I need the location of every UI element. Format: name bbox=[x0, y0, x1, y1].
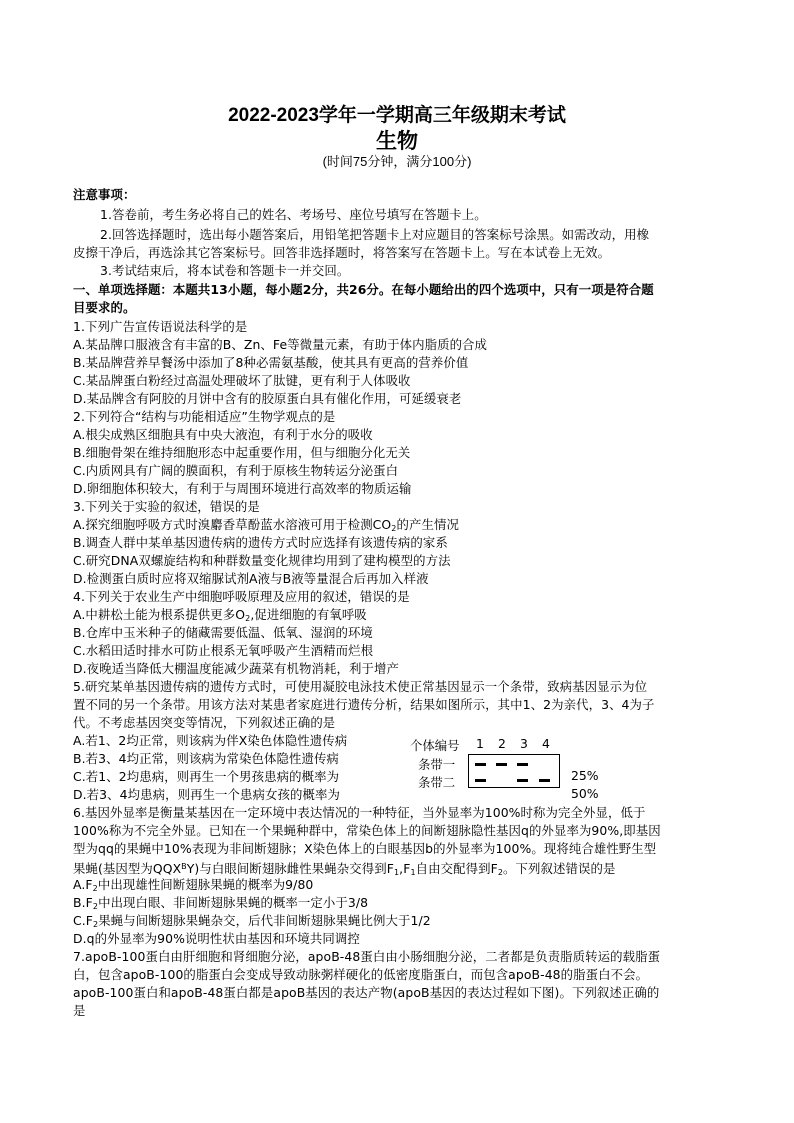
q3-a-text-end: 的产生情况 bbox=[396, 517, 459, 532]
q6-c-pre: C.F bbox=[73, 913, 94, 928]
exam-title: 2022-2023学年一学期高三年级期末考试 bbox=[228, 105, 566, 126]
q6-l4-a: 果蝇(基因型为QQX bbox=[73, 861, 182, 876]
notes-heading: 注意事项： bbox=[73, 187, 136, 202]
q6-line-1: 6.基因外显率是衡量某基因在一定环境中表达情况的一种特征，当外显率为100%时称为完全外显，低于 bbox=[73, 805, 646, 820]
note-2-line-1: 2.回答选择题时，选出每小题答案后，用铅笔把答题卡上对应题目的答案标号涂黑。如需改动，用橡 bbox=[100, 227, 650, 242]
q1-option-c: C.某品牌蛋白粉经过高温处理破坏了肽键，更有利于人体吸收 bbox=[73, 373, 411, 388]
q6-l4-e: 。下列叙述错误的是 bbox=[503, 861, 616, 876]
q5-option-c: C.若1、2均患病，则再生一个男孩患病的概率为 bbox=[73, 769, 340, 784]
individual-number-4: 4 bbox=[542, 736, 550, 751]
q6-l4-sub1: 1 bbox=[393, 868, 400, 877]
q5-option-c-value: 25% bbox=[571, 768, 599, 783]
band-1-lane-1 bbox=[475, 763, 486, 766]
q4-a-text: A.中耕松土能为根系提供更多O bbox=[73, 607, 246, 622]
q4-option-b: B.仓库中玉米种子的储藏需要低温、低氧、湿润的环境 bbox=[73, 625, 373, 640]
q6-b-post: 中出现白眼、非间断翅脉果蝇的概率一定小于3/8 bbox=[98, 895, 369, 910]
individual-number-1: 1 bbox=[476, 736, 484, 751]
subject-title: 生物 bbox=[376, 130, 418, 153]
q1-option-a: A.某品牌口服液含有丰富的B、Zn、Fe等微量元素，有助于体内脂质的合成 bbox=[73, 337, 488, 352]
q3-option-c: C.研究DNA双螺旋结构和种群数量变化规律均用到了建构模型的方法 bbox=[73, 553, 451, 568]
q4-a-text-end: ,促进细胞的有氧呼吸 bbox=[250, 607, 367, 622]
q4-option-d: D.夜晚适当降低大棚温度能减少蔬菜有机物消耗，利于增产 bbox=[73, 661, 399, 676]
q6-a-sub: 2 bbox=[92, 884, 98, 893]
q7-line-3: apoB-100蛋白和apoB-48蛋白都是apoB基因的表达产物(apoB基因的表达过程如下图)。下列叙述正确的 bbox=[73, 985, 660, 1000]
q5-stem-line-1: 5.研究某单基因遗传病的遗传方式时，可使用凝胶电泳技术使正常基因显示一个条带，致病基因显示为位 bbox=[73, 679, 648, 694]
band-1-label: 条带一 bbox=[418, 757, 456, 772]
individual-number-3: 3 bbox=[520, 736, 528, 751]
q5-stem-line-2: 置不同的另一个条带。用该方法对某患者家庭进行遗传分析，结果如图所示，其中1、2为亲代，3、4为子 bbox=[73, 697, 655, 712]
q6-l4-b: Y)与白眼间断翅脉雌性果蝇杂交得到F bbox=[186, 861, 394, 876]
band-1-lane-2 bbox=[496, 763, 507, 766]
band-2-lane-4 bbox=[539, 779, 550, 782]
q6-l4-sub2: 1 bbox=[410, 868, 416, 877]
figure-header-label: 个体编号 bbox=[410, 738, 460, 753]
q3-option-d: D.检测蛋白质时应将双缩脲试剂A液与B液等量混合后再加入样液 bbox=[73, 571, 429, 586]
q2-option-b: B.细胞骨架在维持细胞形态中起重要作用，但与细胞分化无关 bbox=[73, 445, 411, 460]
note-1: 1.答卷前，考生务必将自己的姓名、考场号、座位号填写在答题卡上。 bbox=[100, 207, 487, 222]
q5-stem-line-3: 代。不考虑基因突变等情况，下列叙述正确的是 bbox=[73, 715, 336, 730]
q2-option-d: D.卵细胞体积较大，有利于与周围环境进行高效率的物质运输 bbox=[73, 481, 412, 496]
note-2-line-2: 皮擦干净后，再选涂其它答案标号。回答非选择题时，将答案写在答题卡上。写在本试卷上无效。 bbox=[73, 245, 611, 260]
section-heading-line-2: 目要求的。 bbox=[73, 300, 136, 315]
q2-option-c: C.内质网具有广阔的膜面积，有利于原核生物转运分泌蛋白 bbox=[73, 463, 399, 478]
time-note: (时间75分钟，满分100分) bbox=[322, 154, 472, 169]
q5-option-d: D.若3、4均患病，则再生一个患病女孩的概率为 bbox=[73, 787, 340, 802]
q6-option-d: D.q的外显率为90%说明性状由基因和环境共同调控 bbox=[73, 931, 360, 946]
q3-option-b: B.调查人群中某单基因遗传病的遗传方式时应选择有该遗传病的家系 bbox=[73, 535, 448, 550]
q6-line-3: 型为qq的果蝇中10%表现为非间断翅脉；X染色体上的白眼基因b的外显率为100%。现将纯合雄性野生型 bbox=[73, 841, 657, 856]
gel-box bbox=[468, 754, 560, 788]
q6-line-2: 100%称为不完全外显。已知在一个果蝇种群中，常染色体上的间断翅脉隐性基因q的外显率为90%,即基因 bbox=[73, 823, 661, 838]
q3-a-text: A.探究细胞呼吸方式时溴麝香草酚蓝水溶液可用于检测CO bbox=[73, 517, 392, 532]
q6-l4-sub3: 2 bbox=[497, 868, 504, 877]
q6-l4-sup: B bbox=[181, 862, 187, 871]
q1-stem: 1.下列广告宣传语说法科学的是 bbox=[73, 319, 248, 334]
q6-l4-c: ,F bbox=[399, 861, 411, 876]
q3-stem: 3.下列关于实验的叙述，错误的是 bbox=[73, 499, 260, 514]
band-2-lane-1 bbox=[475, 779, 486, 782]
q1-option-b: B.某品牌营养早餐汤中添加了8种必需氨基酸，使其具有更高的营养价值 bbox=[73, 355, 469, 370]
q4-stem: 4.下列关于农业生产中细胞呼吸原理及应用的叙述，错误的是 bbox=[73, 589, 410, 604]
q6-c-sub: 2 bbox=[93, 920, 99, 929]
individual-number-2: 2 bbox=[498, 736, 506, 751]
q5-option-d-value: 50% bbox=[571, 786, 599, 801]
q5-option-b: B.若3、4均正常，则该病为常染色体隐性遗传病 bbox=[73, 751, 339, 766]
band-2-label: 条带二 bbox=[418, 775, 456, 790]
band-1-lane-3 bbox=[517, 763, 528, 766]
q6-c-post: 果蝇与间断翅脉果蝇杂交，后代非间断翅脉果蝇比例大于1/2 bbox=[98, 913, 431, 928]
q2-option-a: A.根尖成熟区细胞具有中央大液泡，有利于水分的吸收 bbox=[73, 427, 373, 442]
q6-a-pre: A.F bbox=[73, 877, 93, 892]
q2-stem: 2.下列符合“结构与功能相适应”生物学观点的是 bbox=[73, 409, 336, 424]
electrophoresis-figure bbox=[410, 736, 610, 796]
note-3: 3.考试结束后，将本试卷和答题卡一并交回。 bbox=[100, 263, 350, 278]
q3-a-subscript: 2 bbox=[391, 524, 397, 533]
q4-option-c: C.水稻田适时排水可防止根系无氧呼吸产生酒精而烂根 bbox=[73, 643, 374, 658]
q4-a-subscript: 2 bbox=[245, 614, 251, 623]
q7-line-2: 白，包含apoB-100的脂蛋白会变成导致动脉粥样硬化的低密度脂蛋白，而包含apoB-48的脂蛋白不会。 bbox=[73, 967, 649, 982]
q7-line-4: 是 bbox=[73, 1003, 86, 1018]
band-2-lane-3 bbox=[517, 779, 528, 782]
q6-b-pre: B.F bbox=[73, 895, 93, 910]
q5-option-a: A.若1、2均正常，则该病为伴X染色体隐性遗传病 bbox=[73, 733, 348, 748]
q7-line-1: 7.apoB-100蛋白由肝细胞和肾细胞分泌，apoB-48蛋白由小肠细胞分泌，二者都是负责脂质转运的载脂蛋 bbox=[73, 949, 661, 964]
q1-option-d: D.某品牌含有阿胶的月饼中含有的胶原蛋白具有催化作用，可延缓衰老 bbox=[73, 391, 462, 406]
section-heading-line-1: 一、单项选择题：本题共13小题，每小题2分，共26分。在每小题给出的四个选项中，只有一项是符合题 bbox=[73, 282, 654, 297]
q6-l4-d: 自由交配得到F bbox=[415, 861, 498, 876]
q6-a-post: 中出现雄性间断翅脉果蝇的概率为9/80 bbox=[97, 877, 314, 892]
q6-b-sub: 2 bbox=[92, 902, 99, 911]
